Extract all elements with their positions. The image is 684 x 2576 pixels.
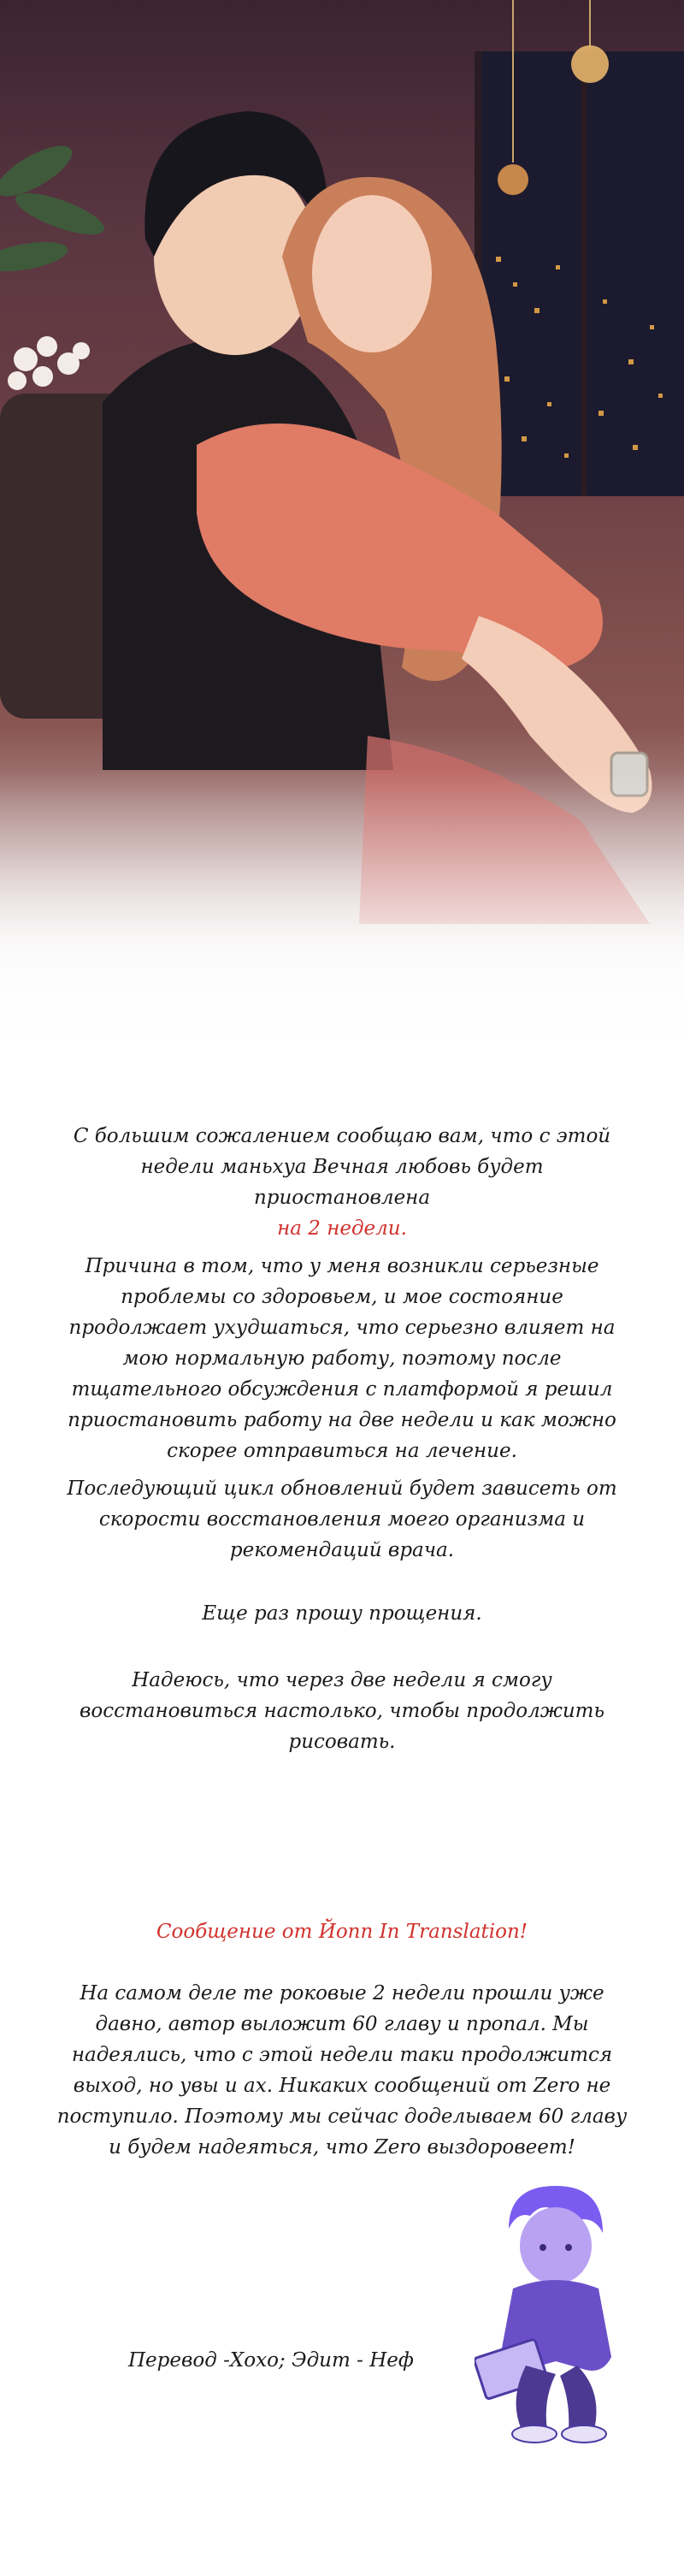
plant-icon bbox=[0, 136, 109, 276]
translator-heading bbox=[51, 1916, 633, 1947]
fade-overlay bbox=[0, 770, 684, 1069]
notice-cycle-text: Последующий цикл обновлений будет зависеть от скорости восстановления моего организма и рекомендаций врача. bbox=[67, 1477, 617, 1561]
notice-intro bbox=[51, 1121, 633, 1244]
notice-hope-text: Надеюсь, что через две недели я смогу восстановиться настолько, чтобы продолжить рисовать. bbox=[79, 1669, 605, 1753]
lamp-icon bbox=[498, 164, 528, 195]
credits: Перевод -Хохо; Эдит - Неф bbox=[128, 2349, 414, 2372]
notice-cycle bbox=[51, 1473, 633, 1566]
notice-intro-text: С большим сожалением сообщаю вам, что с этой недели маньхуа Вечная любовь будет приостановлена bbox=[73, 1125, 611, 1209]
sticker-face bbox=[520, 2207, 592, 2284]
notice-reason bbox=[51, 1251, 633, 1466]
notice-apology bbox=[51, 1598, 633, 1629]
notice-apology-text: Еще раз прошу прощения. bbox=[202, 1602, 482, 1625]
translator-message bbox=[51, 1978, 633, 2163]
translator-message-text: На самом деле те роковые 2 недели прошли уже давно, автор выложит 60 главу и пропал. Мы надеялись, что с этой недели таки продолжится выход, но увы и ах. Никаких сообщений от Zero не поступило. Поэтому мы сейчас доделываем 60 главу и будем надеяться, что Zero выздоровеет! bbox=[56, 1982, 628, 2159]
notice-reason-text: Причина в том, что у меня возникли серьезные проблемы со здоровьем, и мое состояние продолжает ухудшаться, что серьезно влияет на мою нормальную работу, поэтому после тщательного обсуждения с платформой я решил приостановить работу на две недели и как можно скорее отправиться на лечение. bbox=[68, 1255, 616, 1462]
lamp-icon bbox=[571, 45, 609, 83]
flowers-icon bbox=[8, 336, 90, 390]
notice-hope bbox=[51, 1665, 633, 1757]
cover-illustration bbox=[0, 0, 684, 1069]
translator-heading-text: Сообщение от Йопп In Translation! bbox=[156, 1921, 528, 1943]
woman-face bbox=[312, 195, 432, 352]
notice-intro-highlight: на 2 недели. bbox=[277, 1217, 407, 1240]
reading-character-sticker bbox=[475, 2177, 637, 2451]
